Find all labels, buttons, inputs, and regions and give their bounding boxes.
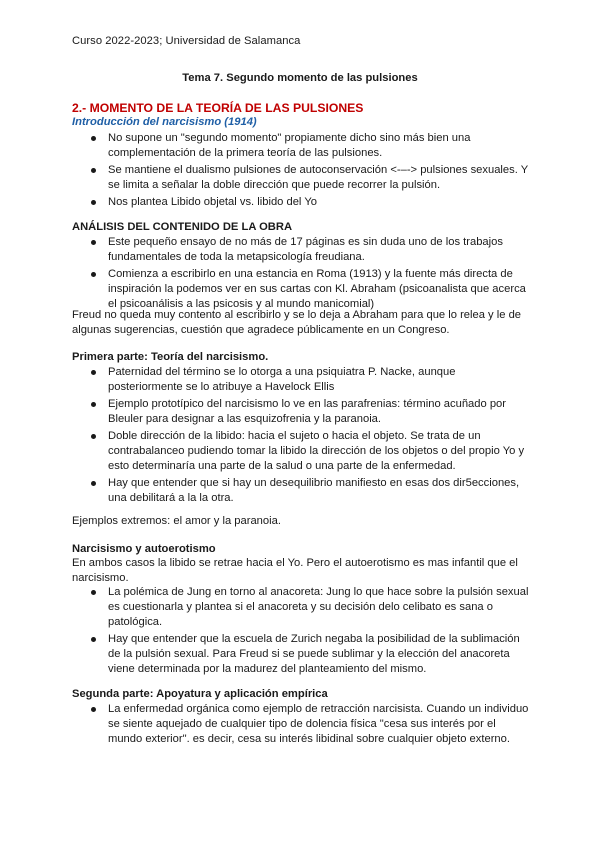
segunda-bullet-list <box>72 702 532 749</box>
document-title: Tema 7. Segundo momento de las pulsiones <box>182 72 418 84</box>
section-bullet-list <box>72 131 532 212</box>
list-item: La polémica de Jung en torno al anacoreta: Jung lo que hace sobre la pulsión sexual es cuestionarla y plantea si el anacoreta y su decisión delo celibato es sana o patológica. <box>72 585 532 630</box>
list-item: Paternidad del término se lo otorga a una psiquiatra P. Nacke, aunque posteriormente se lo atribuye a Havelock Ellis <box>72 365 532 395</box>
list-item: La enfermedad orgánica como ejemplo de retracción narcisista. Cuando un individuo se siente aquejado de cualquier tipo de dolencia física "cesa sus interés por el mundo exterior". es decir, cesa su interés libidinal sobre cualquier objeto externo. <box>72 702 532 747</box>
list-item: Ejemplo prototípico del narcisismo lo ve en las parafrenias: término acuñado por Bleuler para designar a las esquizofrenia y la paranoia. <box>72 397 532 427</box>
narcisismo-paragraph: En ambos casos la libido se retrae hacia el Yo. Pero el autoerotismo es mas infantil que el narcisismo. <box>72 557 518 584</box>
bullet-icon <box>91 590 96 595</box>
narcisismo-bullet-list <box>72 585 532 679</box>
bullet-icon <box>91 707 96 712</box>
bullet-icon <box>91 434 96 439</box>
segunda-heading: Segunda parte: Apoyatura y aplicación empírica <box>72 688 328 700</box>
list-item: Doble dirección de la libido: hacia el sujeto o hacia el objeto. Se trata de un contrabalanceo pudiendo tomar la libido la dirección de los objetos o del propio Yo y esto determinaría una parte de la salud o una parte de la enfermedad. <box>72 429 532 474</box>
primera-heading: Primera parte: Teoría del narcisismo. <box>72 351 269 363</box>
bullet-icon <box>91 402 96 407</box>
bullet-icon <box>91 240 96 245</box>
bullet-icon <box>91 370 96 375</box>
analisis-paragraph: Freud no queda muy contento al escribirlo y se lo deja a Abraham para que lo relea y le de algunas sugerencias, cuestión que agradece públicamente en un Congreso. <box>72 309 522 336</box>
bullet-icon <box>91 481 96 486</box>
list-item: Este pequeño ensayo de no más de 17 páginas es sin duda uno de los trabajos fundamentales de toda la metapsicología freudiana. <box>72 235 532 265</box>
list-item: Hay que entender que si hay un desequilibrio manifiesto en esas dos dir5ecciones, una debilitará a la la otra. <box>72 476 532 506</box>
bullet-icon <box>91 637 96 642</box>
bullet-icon <box>91 200 96 205</box>
section-subtitle: Introducción del narcisismo (1914) <box>72 116 257 128</box>
list-item: Nos plantea Libido objetal vs. libido del Yo <box>72 195 532 210</box>
analisis-bullet-list <box>72 235 532 314</box>
list-item: Se mantiene el dualismo pulsiones de autoconservación <-‒-> pulsiones sexuales. Y se limita a señalar la doble dirección que puede recorrer la pulsión. <box>72 163 532 193</box>
bullet-icon <box>91 136 96 141</box>
page-header: Curso 2022-2023; Universidad de Salamanca <box>72 35 301 47</box>
section-title: 2.- MOMENTO DE LA TEORÍA DE LAS PULSIONES <box>72 101 364 115</box>
list-item: No supone un "segundo momento" propiamente dicho sino más bien una complementación de la primera teoría de las pulsiones. <box>72 131 532 161</box>
analisis-heading: ANÁLISIS DEL CONTENIDO DE LA OBRA <box>72 221 293 233</box>
narcisismo-heading: Narcisismo y autoerotismo <box>72 543 216 555</box>
primera-bullet-list <box>72 365 532 508</box>
list-item: Hay que entender que la escuela de Zurich negaba la posibilidad de la sublimación de la pulsión sexual. Para Freud si se puede sublimar y la elección del anacoreta viene determinada por la madurez del planteamiento del mismo. <box>72 632 532 677</box>
list-item: Comienza a escribirlo en una estancia en Roma (1913) y la fuente más directa de inspiración la podemos ver en sus cartas con Kl. Abraham (psicoanalista que acerca el psicoanálisis a las psicosis y al mundo manicomial) <box>72 267 532 312</box>
bullet-icon <box>91 272 96 277</box>
bullet-icon <box>91 168 96 173</box>
extremos-paragraph: Ejemplos extremos: el amor y la paranoia. <box>72 515 281 527</box>
